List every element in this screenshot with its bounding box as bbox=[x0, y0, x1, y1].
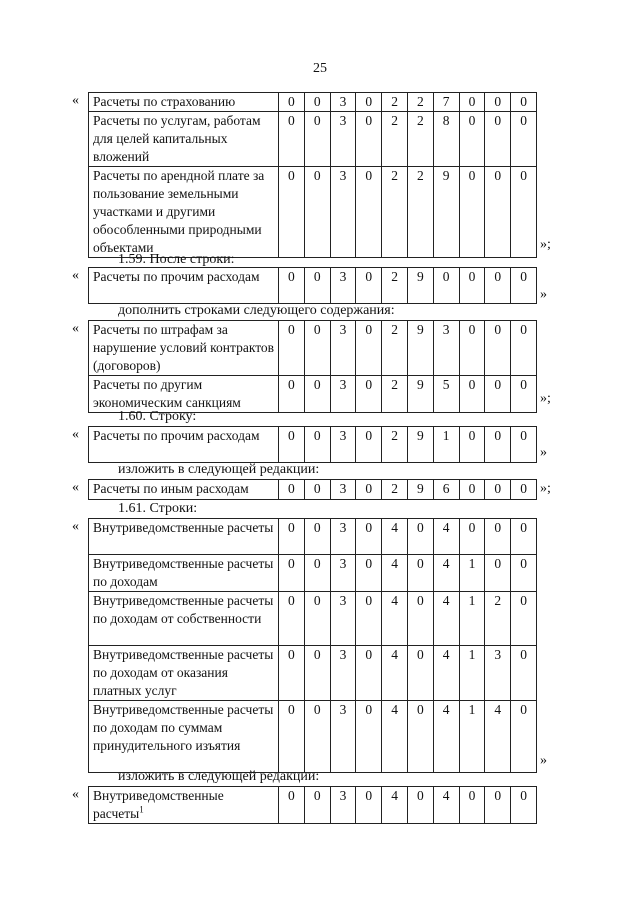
row-name: Расчеты по страхованию bbox=[89, 93, 279, 112]
row-name: Внутриведомственные расчеты bbox=[89, 519, 279, 555]
quote-close: » bbox=[540, 445, 547, 460]
code-digit: 4 bbox=[433, 787, 459, 824]
code-digit: 2 bbox=[407, 93, 433, 112]
quote-close: »; bbox=[540, 391, 551, 406]
code-digit: 0 bbox=[459, 112, 485, 167]
code-digit: 0 bbox=[304, 519, 330, 555]
code-digit: 4 bbox=[433, 592, 459, 646]
code-digit: 0 bbox=[279, 701, 305, 773]
code-digit: 0 bbox=[356, 701, 382, 773]
code-digit: 1 bbox=[459, 646, 485, 701]
code-digit: 4 bbox=[382, 701, 408, 773]
code-digit: 7 bbox=[433, 93, 459, 112]
code-digit: 2 bbox=[382, 321, 408, 376]
row-name bbox=[89, 787, 279, 824]
instruction-text: изложить в следующей редакции: bbox=[118, 462, 320, 477]
code-digit: 2 bbox=[407, 167, 433, 258]
code-table-2 bbox=[88, 267, 537, 304]
table-row bbox=[89, 321, 537, 376]
row-name: Расчеты по услугам, работам для целей капитальных вложений bbox=[89, 112, 279, 167]
code-digit: 0 bbox=[279, 93, 305, 112]
code-digit: 4 bbox=[433, 646, 459, 701]
code-digit: 0 bbox=[485, 555, 511, 592]
code-digit: 0 bbox=[511, 112, 537, 167]
code-digit: 2 bbox=[382, 427, 408, 463]
row-name: Внутриведомственные расчеты по доходам bbox=[89, 555, 279, 592]
code-digit: 0 bbox=[459, 519, 485, 555]
code-digit: 0 bbox=[459, 268, 485, 304]
code-digit: 9 bbox=[407, 321, 433, 376]
code-digit: 4 bbox=[433, 519, 459, 555]
code-digit: 0 bbox=[485, 787, 511, 824]
code-digit: 0 bbox=[485, 268, 511, 304]
code-digit: 0 bbox=[407, 701, 433, 773]
code-digit: 0 bbox=[304, 592, 330, 646]
code-digit: 3 bbox=[330, 427, 356, 463]
quote-close: » bbox=[540, 287, 547, 302]
code-digit: 6 bbox=[433, 480, 459, 500]
code-digit: 0 bbox=[279, 167, 305, 258]
code-digit: 0 bbox=[407, 787, 433, 824]
code-digit: 2 bbox=[485, 592, 511, 646]
code-digit: 0 bbox=[511, 321, 537, 376]
code-digit: 0 bbox=[356, 93, 382, 112]
code-digit: 3 bbox=[330, 519, 356, 555]
code-digit: 0 bbox=[511, 787, 537, 824]
code-digit: 1 bbox=[433, 427, 459, 463]
code-digit: 0 bbox=[511, 519, 537, 555]
row-name: Расчеты по другим экономическим санкциям bbox=[89, 376, 279, 413]
code-digit: 1 bbox=[459, 701, 485, 773]
code-digit: 3 bbox=[485, 646, 511, 701]
code-digit: 2 bbox=[382, 480, 408, 500]
row-name-text: Внутриведомственные расчеты bbox=[93, 788, 224, 821]
quote-open: « bbox=[72, 93, 79, 108]
table-row bbox=[89, 787, 537, 824]
code-digit: 4 bbox=[433, 555, 459, 592]
code-digit: 1 bbox=[459, 592, 485, 646]
code-digit: 0 bbox=[407, 646, 433, 701]
instruction-text: 1.61. Строки: bbox=[118, 501, 198, 516]
quote-open: « bbox=[72, 480, 79, 495]
code-digit: 3 bbox=[330, 787, 356, 824]
code-digit: 0 bbox=[304, 93, 330, 112]
code-digit: 4 bbox=[382, 787, 408, 824]
code-digit: 0 bbox=[511, 167, 537, 258]
page-number: 25 bbox=[313, 61, 327, 76]
table-row bbox=[89, 519, 537, 555]
code-digit: 0 bbox=[304, 321, 330, 376]
code-digit: 0 bbox=[485, 427, 511, 463]
code-digit: 0 bbox=[304, 167, 330, 258]
code-digit: 0 bbox=[485, 167, 511, 258]
code-digit: 0 bbox=[279, 427, 305, 463]
code-digit: 3 bbox=[330, 321, 356, 376]
code-digit: 3 bbox=[330, 701, 356, 773]
quote-close: »; bbox=[540, 237, 551, 252]
code-digit: 4 bbox=[382, 555, 408, 592]
code-digit: 0 bbox=[485, 519, 511, 555]
code-digit: 3 bbox=[330, 112, 356, 167]
code-digit: 3 bbox=[330, 555, 356, 592]
code-digit: 0 bbox=[459, 93, 485, 112]
quote-open: « bbox=[72, 519, 79, 534]
code-digit: 0 bbox=[407, 519, 433, 555]
code-digit: 0 bbox=[356, 167, 382, 258]
code-digit: 2 bbox=[382, 167, 408, 258]
code-digit: 0 bbox=[356, 427, 382, 463]
code-digit: 3 bbox=[330, 646, 356, 701]
code-digit: 0 bbox=[433, 268, 459, 304]
table-row bbox=[89, 555, 537, 592]
code-digit: 0 bbox=[459, 787, 485, 824]
row-name: Внутриведомственные расчеты по доходам от оказания платных услуг bbox=[89, 646, 279, 701]
code-digit: 0 bbox=[356, 480, 382, 500]
code-digit: 0 bbox=[279, 592, 305, 646]
code-table-4 bbox=[88, 426, 537, 463]
code-digit: 0 bbox=[356, 555, 382, 592]
code-digit: 0 bbox=[511, 268, 537, 304]
code-digit: 3 bbox=[330, 376, 356, 413]
table-row bbox=[89, 701, 537, 773]
row-name: Внутриведомственные расчеты по доходам от собственности bbox=[89, 592, 279, 646]
code-digit: 9 bbox=[407, 480, 433, 500]
code-digit: 3 bbox=[330, 480, 356, 500]
code-digit: 0 bbox=[511, 701, 537, 773]
code-table-5 bbox=[88, 479, 537, 500]
table-row bbox=[89, 480, 537, 500]
instruction-text: 1.60. Строку: bbox=[118, 409, 197, 424]
footnote-marker: 1 bbox=[139, 804, 144, 815]
row-name: Расчеты по прочим расходам bbox=[89, 427, 279, 463]
code-table-6 bbox=[88, 518, 537, 773]
code-digit: 4 bbox=[382, 646, 408, 701]
code-digit: 0 bbox=[279, 555, 305, 592]
code-digit: 4 bbox=[433, 701, 459, 773]
code-digit: 0 bbox=[459, 167, 485, 258]
code-digit: 0 bbox=[356, 787, 382, 824]
code-digit: 0 bbox=[356, 112, 382, 167]
table-row bbox=[89, 592, 537, 646]
row-name: Расчеты по прочим расходам bbox=[89, 268, 279, 304]
code-digit: 0 bbox=[459, 427, 485, 463]
code-digit: 0 bbox=[459, 480, 485, 500]
code-digit: 0 bbox=[485, 376, 511, 413]
code-digit: 5 bbox=[433, 376, 459, 413]
row-name: Расчеты по штрафам за нарушение условий контрактов (договоров) bbox=[89, 321, 279, 376]
code-digit: 0 bbox=[356, 519, 382, 555]
code-digit: 0 bbox=[279, 787, 305, 824]
code-digit: 4 bbox=[382, 519, 408, 555]
instruction-text: дополнить строками следующего содержания: bbox=[118, 303, 395, 318]
code-digit: 0 bbox=[279, 376, 305, 413]
code-digit: 0 bbox=[304, 701, 330, 773]
code-digit: 3 bbox=[433, 321, 459, 376]
code-digit: 4 bbox=[382, 592, 408, 646]
instruction-text: 1.59. После строки: bbox=[118, 252, 235, 267]
code-digit: 1 bbox=[459, 555, 485, 592]
code-digit: 0 bbox=[485, 112, 511, 167]
code-digit: 8 bbox=[433, 112, 459, 167]
table-row bbox=[89, 268, 537, 304]
code-digit: 0 bbox=[485, 321, 511, 376]
code-digit: 0 bbox=[279, 268, 305, 304]
code-digit: 0 bbox=[304, 646, 330, 701]
code-digit: 0 bbox=[279, 519, 305, 555]
code-digit: 9 bbox=[407, 268, 433, 304]
code-digit: 0 bbox=[511, 93, 537, 112]
code-digit: 2 bbox=[382, 112, 408, 167]
code-digit: 2 bbox=[382, 93, 408, 112]
code-digit: 0 bbox=[407, 592, 433, 646]
code-digit: 2 bbox=[407, 112, 433, 167]
code-digit: 0 bbox=[511, 376, 537, 413]
code-digit: 0 bbox=[304, 376, 330, 413]
code-digit: 0 bbox=[279, 112, 305, 167]
code-digit: 0 bbox=[356, 592, 382, 646]
table-row bbox=[89, 93, 537, 112]
code-digit: 0 bbox=[485, 93, 511, 112]
row-name: Расчеты по арендной плате за пользование земельными участками и другими обособленными природными объектами bbox=[89, 167, 279, 258]
code-digit: 0 bbox=[485, 480, 511, 500]
code-digit: 0 bbox=[511, 646, 537, 701]
table-row bbox=[89, 167, 537, 258]
code-digit: 3 bbox=[330, 592, 356, 646]
code-digit: 0 bbox=[304, 787, 330, 824]
code-table-3 bbox=[88, 320, 537, 413]
code-digit: 3 bbox=[330, 167, 356, 258]
instruction-text: изложить в следующей редакции: bbox=[118, 769, 320, 784]
table-row bbox=[89, 112, 537, 167]
code-table-1 bbox=[88, 92, 537, 258]
quote-open: « bbox=[72, 321, 79, 336]
code-digit: 0 bbox=[279, 646, 305, 701]
table-row bbox=[89, 427, 537, 463]
table-row bbox=[89, 376, 537, 413]
quote-open: « bbox=[72, 787, 79, 802]
code-digit: 0 bbox=[407, 555, 433, 592]
code-digit: 0 bbox=[356, 646, 382, 701]
code-digit: 0 bbox=[459, 321, 485, 376]
code-digit: 9 bbox=[407, 427, 433, 463]
code-digit: 0 bbox=[304, 268, 330, 304]
code-digit: 0 bbox=[511, 480, 537, 500]
code-digit: 0 bbox=[304, 112, 330, 167]
code-digit: 0 bbox=[511, 427, 537, 463]
code-digit: 0 bbox=[356, 321, 382, 376]
code-table-7 bbox=[88, 786, 537, 824]
quote-open: « bbox=[72, 268, 79, 283]
table-row bbox=[89, 646, 537, 701]
code-digit: 0 bbox=[511, 555, 537, 592]
row-name: Внутриведомственные расчеты по доходам по суммам принудительного изъятия bbox=[89, 701, 279, 773]
quote-close: » bbox=[540, 753, 547, 768]
code-digit: 9 bbox=[433, 167, 459, 258]
code-digit: 3 bbox=[330, 268, 356, 304]
code-digit: 0 bbox=[304, 555, 330, 592]
code-digit: 2 bbox=[382, 376, 408, 413]
code-digit: 0 bbox=[279, 321, 305, 376]
code-digit: 0 bbox=[279, 480, 305, 500]
code-digit: 4 bbox=[485, 701, 511, 773]
code-digit: 0 bbox=[356, 376, 382, 413]
code-digit: 0 bbox=[356, 268, 382, 304]
code-digit: 0 bbox=[459, 376, 485, 413]
code-digit: 0 bbox=[511, 592, 537, 646]
quote-open: « bbox=[72, 427, 79, 442]
code-digit: 2 bbox=[382, 268, 408, 304]
code-digit: 0 bbox=[304, 427, 330, 463]
code-digit: 0 bbox=[304, 480, 330, 500]
code-digit: 9 bbox=[407, 376, 433, 413]
quote-close: »; bbox=[540, 481, 551, 496]
row-name: Расчеты по иным расходам bbox=[89, 480, 279, 500]
code-digit: 3 bbox=[330, 93, 356, 112]
